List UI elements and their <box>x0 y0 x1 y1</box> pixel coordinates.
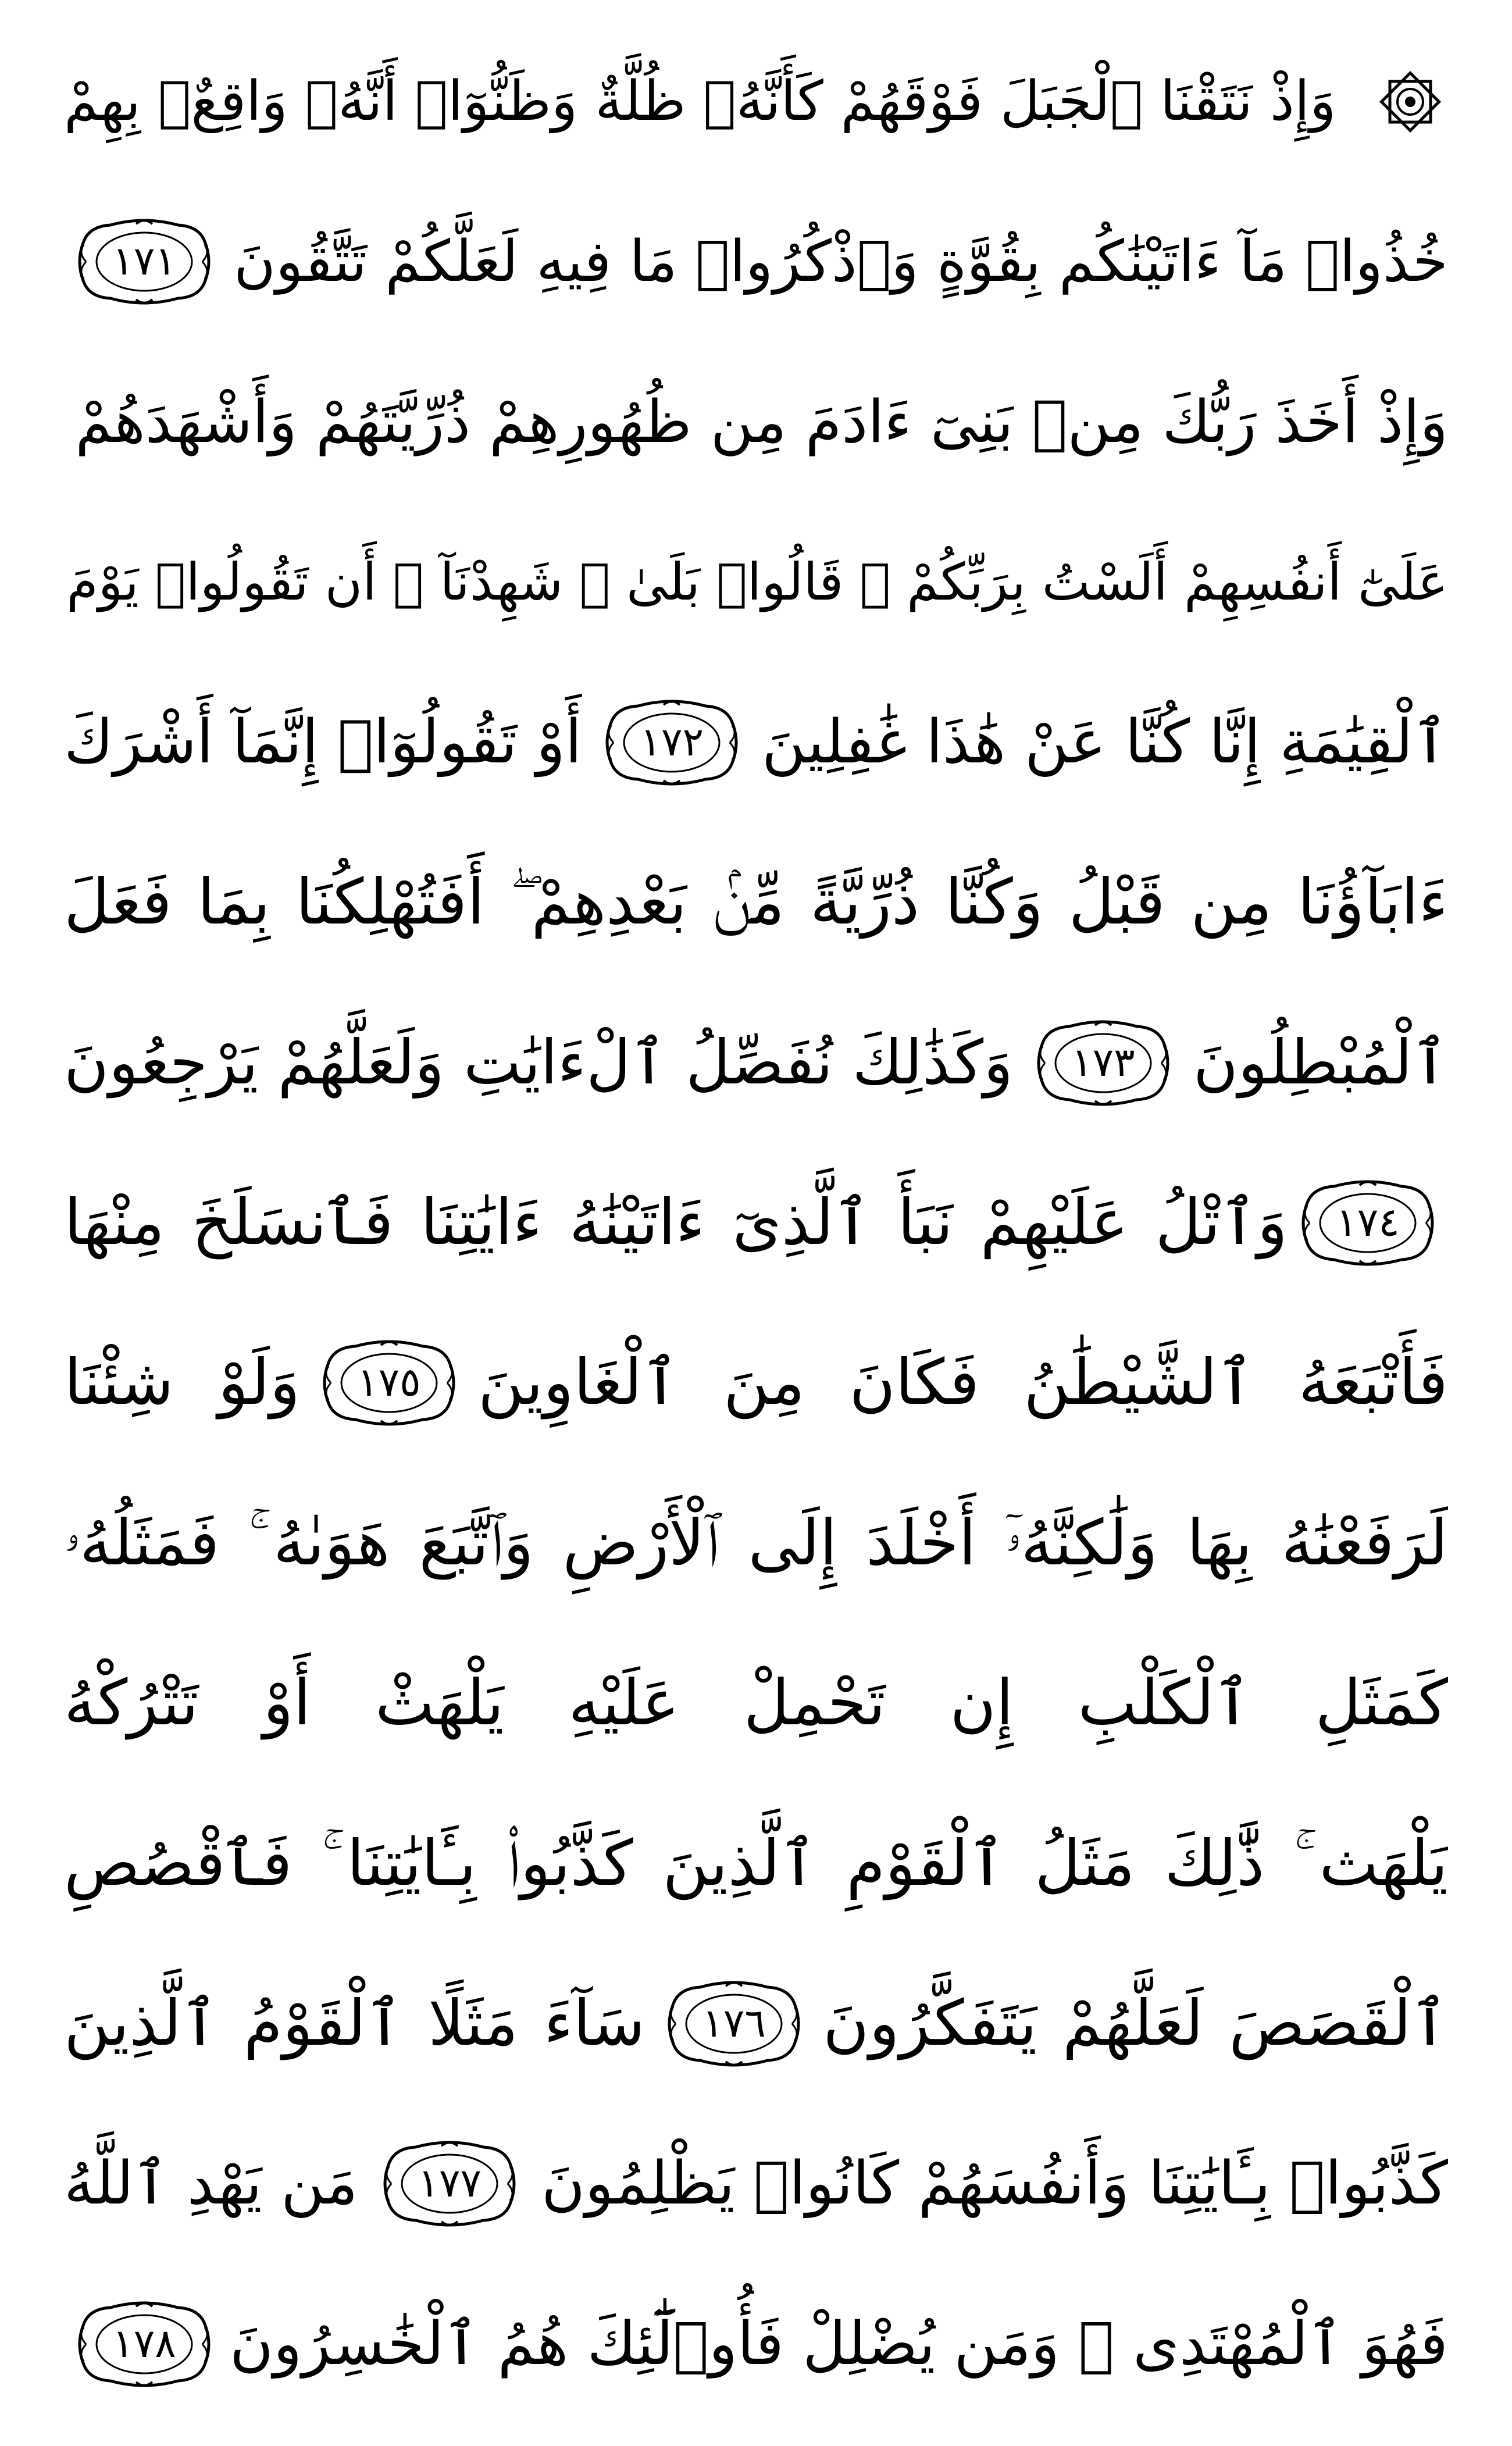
verse-text: لَرَفَعْنَٰهُ بِهَا وَلَٰكِنَّهُۥٓ أَخْلَدَ إِلَى ٱلْأَرْضِ وَٱتَّبَعَ هَوَىٰهُ ۚ فَمَثَلُهُۥ <box>64 1506 1448 1579</box>
ayah-number: ١٧٧ <box>418 2160 482 2207</box>
ayah-number: ١٧٣ <box>1071 1039 1135 1086</box>
text-line <box>64 1785 1448 1942</box>
rub-el-hizb-icon <box>1372 64 1448 140</box>
verse-text: ءَابَآؤُنَا مِن قَبْلُ وَكُنَّا ذُرِّيَّةً مِّنۢ بَعْدِهِمْ ۖ أَفَتُهْلِكُنَا بِمَا فَعَلَ <box>64 866 1448 939</box>
ayah-number: ١٧٤ <box>1336 1199 1400 1246</box>
text-line <box>64 183 1448 340</box>
text-line <box>64 1945 1448 2102</box>
ayah-number: ١٧٥ <box>357 1360 421 1406</box>
verse-text: أَوْ تَقُولُوٓا۟ إِنَّمَآ أَشْرَكَ <box>64 707 582 778</box>
text-line <box>64 1304 1448 1461</box>
text-lines <box>64 23 1448 2423</box>
verse-text: ٱلْمُبْطِلُونَ <box>1193 1027 1448 1099</box>
verse-text: ٱلْقِيَٰمَةِ إِنَّا كُنَّا عَنْ هَٰذَا غَٰفِلِينَ <box>762 707 1448 778</box>
verse-text: وَكَذَٰلِكَ نُفَصِّلُ ٱلْءَايَٰتِ وَلَعَلَّهُمْ يَرْجِعُونَ <box>64 1027 1013 1099</box>
text-line <box>64 1625 1448 1782</box>
verse-text: سَآءَ مَثَلًا ٱلْقَوْمُ ٱلَّذِينَ <box>64 1987 646 2060</box>
text-line <box>64 664 1448 821</box>
verse-text: وَلَوْ شِئْنَا <box>64 1346 300 1420</box>
verse-text: يَلْهَث ۚ ذَّٰلِكَ مَثَلُ ٱلْقَوْمِ ٱلَّذِينَ كَذَّبُوا۟ بِـَٔايَٰتِنَا ۚ فَٱقْصُصِ <box>64 1827 1448 1900</box>
text-line <box>64 2266 1448 2423</box>
verse-text: كَمَثَلِ ٱلْكَلْبِ إِن تَحْمِلْ عَلَيْهِ يَلْهَثْ أَوْ تَتْرُكْهُ <box>64 1667 1448 1740</box>
ayah-number-marker <box>1035 1019 1172 1107</box>
text-line <box>64 23 1448 180</box>
ayah-number-marker <box>603 699 740 786</box>
ayah-number-marker <box>665 1980 803 2067</box>
text-line <box>64 1144 1448 1302</box>
text-line <box>64 2105 1448 2262</box>
verse-text: وَٱتْلُ عَلَيْهِمْ نَبَأَ ٱلَّذِىٓ ءَاتَيْنَٰهُ ءَايَٰتِنَا فَٱنسَلَخَ مِنْهَا <box>64 1186 1288 1259</box>
ayah-number-marker <box>320 1339 458 1427</box>
ayah-number-marker <box>1299 1179 1436 1267</box>
verse-text: وَإِذْ نَتَقْنَا ٱلْجَبَلَ فَوْقَهُمْ كَأَنَّهُۥ ظُلَّةٌ وَظَنُّوٓا۟ أَنَّهُۥ وَاقِعٌۢ بِهِمْ <box>64 70 1336 133</box>
ayah-number-marker <box>381 2140 518 2227</box>
verse-text: مَن يَهْدِ ٱللَّهُ <box>64 2149 358 2219</box>
verse-text: عَلَىٰٓ أَنفُسِهِمْ أَلَسْتُ بِرَبِّكُمْ ۖ قَالُوا۟ بَلَىٰ ۛ شَهِدْنَآ ۛ أَن تَقُولُوا۟ يَوْمَ <box>66 552 1448 612</box>
ayah-number-marker <box>76 218 213 305</box>
text-line <box>64 1465 1448 1622</box>
ayah-number: ١٧١ <box>112 238 176 285</box>
verse-text: وَإِذْ أَخَذَ رَبُّكَ مِنۢ بَنِىٓ ءَادَمَ مِن ظُهُورِهِمْ ذُرِّيَّتَهُمْ وَأَشْهَدَهُمْ <box>75 387 1448 457</box>
verse-text: ٱلْقَصَصَ لَعَلَّهُمْ يَتَفَكَّرُونَ <box>823 1987 1448 2060</box>
ayah-number: ١٧٨ <box>112 2320 176 2367</box>
verse-text: فَهُوَ ٱلْمُهْتَدِى ۖ وَمَن يُضْلِلْ فَأُو۟لَٰٓئِكَ هُمُ ٱلْخَٰسِرُونَ <box>230 2309 1448 2379</box>
ayah-number: ١٧٢ <box>640 719 704 765</box>
text-line <box>64 985 1448 1142</box>
verse-text: كَذَّبُوا۟ بِـَٔايَٰتِنَا وَأَنفُسَهُمْ كَانُوا۟ يَظْلِمُونَ <box>541 2149 1448 2219</box>
verse-text: فَأَتْبَعَهُ ٱلشَّيْطَٰنُ فَكَانَ مِنَ ٱلْغَاوِينَ <box>477 1346 1448 1420</box>
text-line <box>64 824 1448 981</box>
ayah-number: ١٧٦ <box>702 2001 766 2047</box>
text-line <box>64 504 1448 661</box>
text-line <box>64 344 1448 501</box>
verse-text: خُذُوا۟ مَآ ءَاتَيْنَٰكُم بِقُوَّةٍ وَٱذْكُرُوا۟ مَا فِيهِ لَعَلَّكُمْ تَتَّقُونَ <box>234 229 1448 295</box>
ayah-number-marker <box>76 2301 213 2388</box>
